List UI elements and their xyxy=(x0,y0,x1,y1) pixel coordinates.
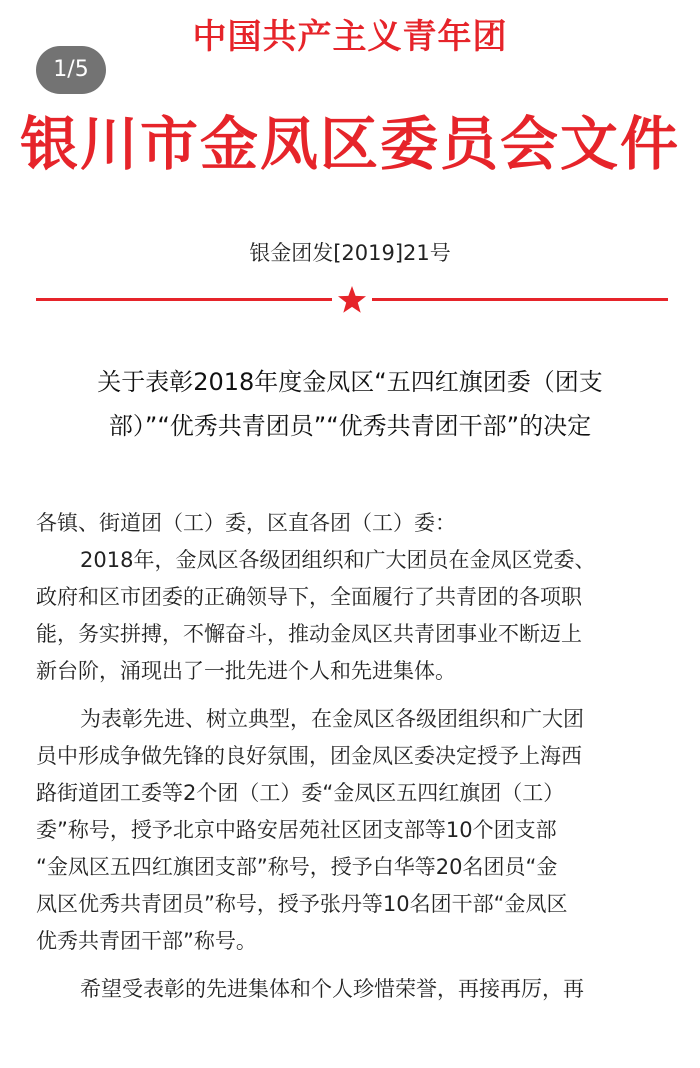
paragraph-line: 员中形成争做先锋的良好氛围，团金凤区委决定授予上海西 xyxy=(36,744,582,768)
document-title: 银川市金凤区委员会文件 xyxy=(19,110,680,178)
paragraph-line: 为表彰先进、树立典型，在金凤区各级团组织和广大团 xyxy=(80,707,584,731)
star-icon xyxy=(337,285,367,315)
paragraph-line: 2018年，金凤区各级团组织和广大团员在金凤区党委、 xyxy=(80,548,596,572)
paragraph-line: 希望受表彰的先进集体和个人珍惜荣誉，再接再厉，再 xyxy=(80,977,584,1001)
decision-title-line: 关于表彰2018年度金凤区“五四红旗团委（团支 xyxy=(97,368,603,396)
paragraph-line: “金凤区五四红旗团支部”称号，授予白华等20名团员“金 xyxy=(36,855,558,879)
paragraph-line: 能，务实拼搏，不懈奋斗，推动金凤区共青团事业不断迈上 xyxy=(36,622,582,646)
salutation: 各镇、街道团（工）委，区直各团（工）委： xyxy=(36,511,456,535)
paragraph-line: 新台阶，涌现出了一批先进个人和先进集体。 xyxy=(36,659,456,683)
paragraph-line: 凤区优秀共青团员”称号，授予张丹等10名团干部“金凤区 xyxy=(36,892,568,916)
page-indicator-badge[interactable] xyxy=(36,46,106,94)
org-name: 中国共产主义青年团 xyxy=(192,17,508,57)
decision-title xyxy=(32,360,668,448)
document-body xyxy=(36,505,668,1008)
paragraph-line: 委”称号，授予北京中路安居苑社区团支部等10个团支部 xyxy=(36,818,557,842)
paragraph-line: 政府和区市团委的正确领导下，全面履行了共青团的各项职 xyxy=(36,585,582,609)
separator-line-right xyxy=(372,298,668,301)
separator-line-left xyxy=(36,298,332,301)
red-separator xyxy=(36,285,668,315)
paragraph-line: 优秀共青团干部”称号。 xyxy=(36,929,257,953)
paragraph-line: 路街道团工委等2个团（工）委“金凤区五四红旗团（工） xyxy=(36,781,565,805)
page-indicator-label: 1/5 xyxy=(53,57,89,82)
document-number: 银金团发[2019]21号 xyxy=(249,241,451,265)
decision-title-line: 部）”“优秀共青团员”“优秀共青团干部”的决定 xyxy=(108,412,592,440)
